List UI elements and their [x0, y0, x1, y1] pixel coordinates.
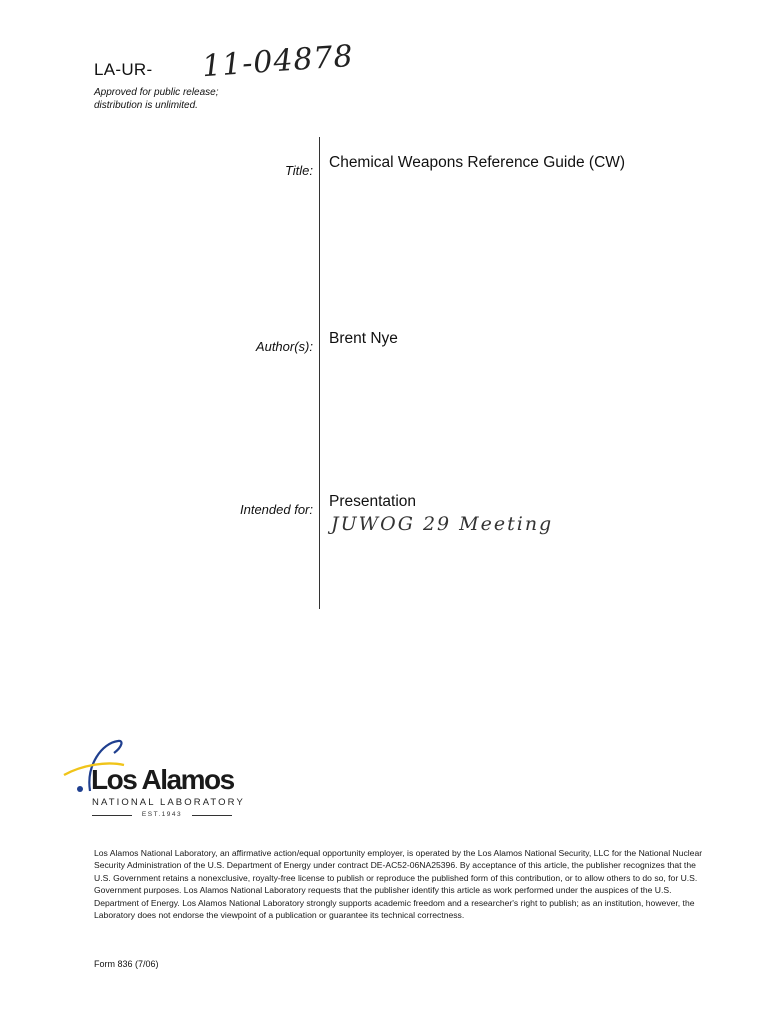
logo-established: EST.1943: [92, 811, 232, 818]
author-value: Brent Nye: [329, 330, 398, 347]
logo-dot: [77, 786, 83, 792]
report-prefix: LA-UR-: [94, 60, 153, 79]
intended-handwritten-note: JUWOG 29 Meeting: [331, 513, 554, 535]
handwritten-report-number: 11-04878: [200, 38, 355, 85]
intended-value: Presentation: [329, 493, 417, 510]
title-label: Title:: [284, 163, 313, 178]
field-divider-line: [319, 137, 320, 609]
release-line-1: Approved for public release;: [94, 87, 219, 98]
intended-label: Intended for:: [240, 502, 313, 517]
form-number: Form 836 (7/06): [94, 959, 159, 969]
logo-subtitle: NATIONAL LABORATORY: [92, 797, 245, 808]
title-value: Chemical Weapons Reference Guide (CW): [329, 154, 626, 171]
release-line-2: distribution is unlimited.: [94, 100, 198, 111]
logo-name: Los Alamos: [91, 764, 234, 795]
disclaimer-text: Los Alamos National Laboratory, an affirmative action/equal opportunity employer, is operated by the Los Alamos National Security, LLC for the National Nuclear Security Administration of the U.S. Department of Energy under contract DE-AC52-06NA25396. By acceptance of this article, the publisher recognizes that the U.S. Government retains a nonexclusive, royalty-free license to publish or reproduce the published form of this contribution, or to allow others to do so, for U.S. Government purposes. Los Alamos National Laboratory requests that the publisher identify this article as work performed under the auspices of the U.S. Department of Energy. Los Alamos National Laboratory strongly supports academic freedom and a researcher's right to publish; as an institution, however, the Laboratory does not endorse the viewpoint of a publication or guarantee its technical correctness.: [94, 848, 703, 921]
author-label: Author(s):: [255, 339, 313, 354]
release-statement: [94, 86, 219, 112]
